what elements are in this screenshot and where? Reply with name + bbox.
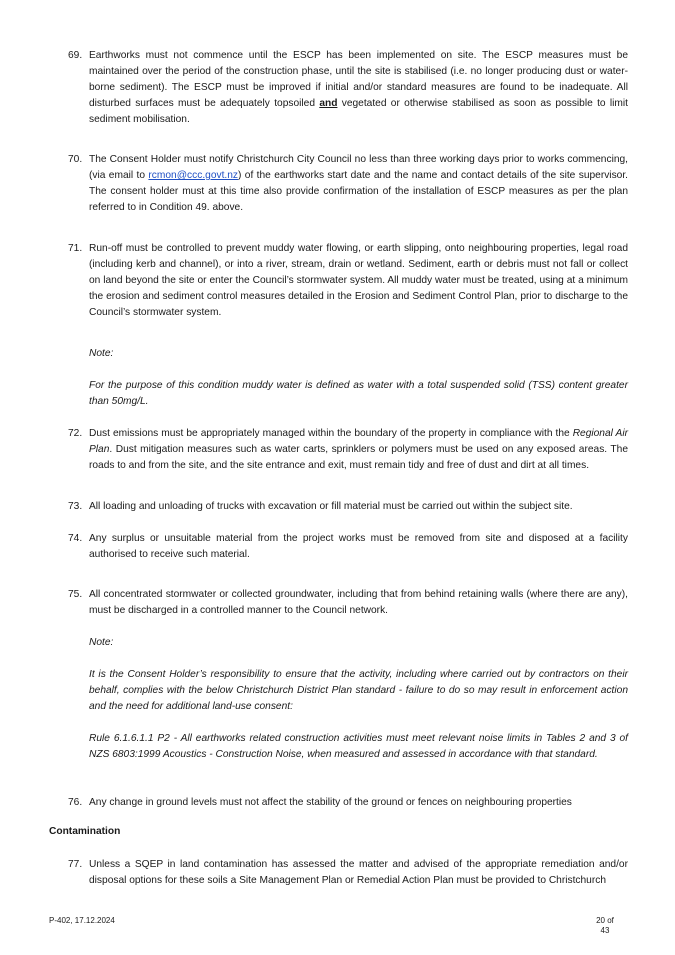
condition-text: Dust emissions must be appropriately managed within the boundary of the property in compliance with the Regional Air Plan. Dust mitigation measures such as water carts, sprinklers or polymers must be used on any exposed areas. The roads to and from the site, and the site entrance and exit, must remain tidy and free of dust and dirt at all times. (89, 428, 628, 471)
condition-number: 72. (68, 428, 83, 439)
condition-text: Earthworks must not commence until the ESCP has been implemented on site. The ESCP measures must be maintained over the period of the construction phase, until the site is stabilised (i.e. no longer producing dust or water-borne sediment). The ESCP must be improved if initial and/or standard measures are found to be inadequate. All disturbed surfaces must be adequately topsoiled and vegetated or otherwise stabilised as soon as possible to limit sediment mobilisation. (89, 50, 628, 125)
note-label: Note: (89, 637, 114, 648)
condition-75 (68, 587, 628, 619)
condition-number: 74. (68, 533, 83, 544)
email-link[interactable]: rcmon@ccc.govt.nz (148, 170, 239, 181)
condition-number: 77. (68, 859, 83, 870)
condition-number: 71. (68, 243, 83, 254)
condition-text: Unless a SQEP in land contamination has assessed the matter and advised of the appropriate remediation and/or disposal options for these soils a Site Management Plan or Remedial Action Plan must be provided to Christchurch (89, 859, 628, 886)
condition-number: 70. (68, 154, 83, 165)
condition-number: 69. (68, 50, 83, 61)
note-text: It is the Consent Holder’s responsibility to ensure that the activity, including where carried out by contractors on their behalf, complies with the below Christchurch District Plan standard - failure to do so may result in enforcement action and the need for additional land-use consent: (89, 669, 628, 712)
condition-number: 76. (68, 797, 83, 808)
condition-number: 75. (68, 589, 83, 600)
page-number-line2: 43 (600, 926, 610, 935)
note-label: Note: (89, 348, 114, 359)
condition-73 (68, 499, 628, 515)
condition-text: All concentrated stormwater or collected groundwater, including that from behind retaining walls (where there are any), must be discharged in a controlled manner to the Council network. (89, 589, 628, 616)
condition-71 (68, 241, 628, 321)
condition-77 (68, 857, 628, 889)
footer-reference: P-402, 17.12.2024 (49, 916, 115, 925)
page-number (594, 916, 616, 936)
condition-text: Run-off must be controlled to prevent muddy water flowing, or earth slipping, onto neighbouring properties, legal road (including kerb and channel), or into a river, stream, drain or wetland. Sediment, earth or debris must not fall or collect on land beyond the site or enter the Council’s stormwater system. All muddy water must be treated, using at a minimum the erosion and sediment control measures detailed in the Erosion and Sediment Control Plan, prior to discharge to the Council’s stormwater system. (89, 243, 628, 318)
emphasis-and: and (319, 98, 338, 109)
condition-number: 73. (68, 501, 83, 512)
note-text: For the purpose of this condition muddy water is defined as water with a total suspended solid (TSS) content greater than 50mg/L. (89, 380, 628, 407)
condition-text: All loading and unloading of trucks with excavation or fill material must be carried out within the subject site. (89, 501, 573, 512)
condition-text: Any surplus or unsuitable material from the project works must be removed from site and disposed at a facility authorised to receive such material. (89, 533, 628, 560)
rule-text: Rule 6.1.6.1.1 P2 - All earthworks related construction activities must meet relevant noise limits in Tables 2 and 3 of NZS 6803:1999 Acoustics - Construction Noise, when measured and assessed in accordance with that standard. (89, 733, 628, 760)
condition-text: Any change in ground levels must not affect the stability of the ground or fences on neighbouring properties (89, 797, 572, 808)
condition-72 (68, 426, 628, 474)
condition-text: The Consent Holder must notify Christchurch City Council no less than three working days prior to works commencing, (via email to rcmon@ccc.govt.nz) of the earthworks start date and the name and contact details of the site supervisor. The consent holder must at this time also provide confirmation of the installation of ESCP measures as per the plan referred to in Condition 49. above. (89, 154, 628, 213)
condition-74 (68, 531, 628, 563)
condition-69 (68, 48, 628, 128)
section-heading: Contamination (49, 826, 121, 837)
regional-air-plan: Regional Air Plan (89, 428, 628, 455)
page-number-line1: 20 of (596, 916, 614, 925)
condition-76 (68, 795, 628, 811)
condition-70 (68, 152, 628, 216)
